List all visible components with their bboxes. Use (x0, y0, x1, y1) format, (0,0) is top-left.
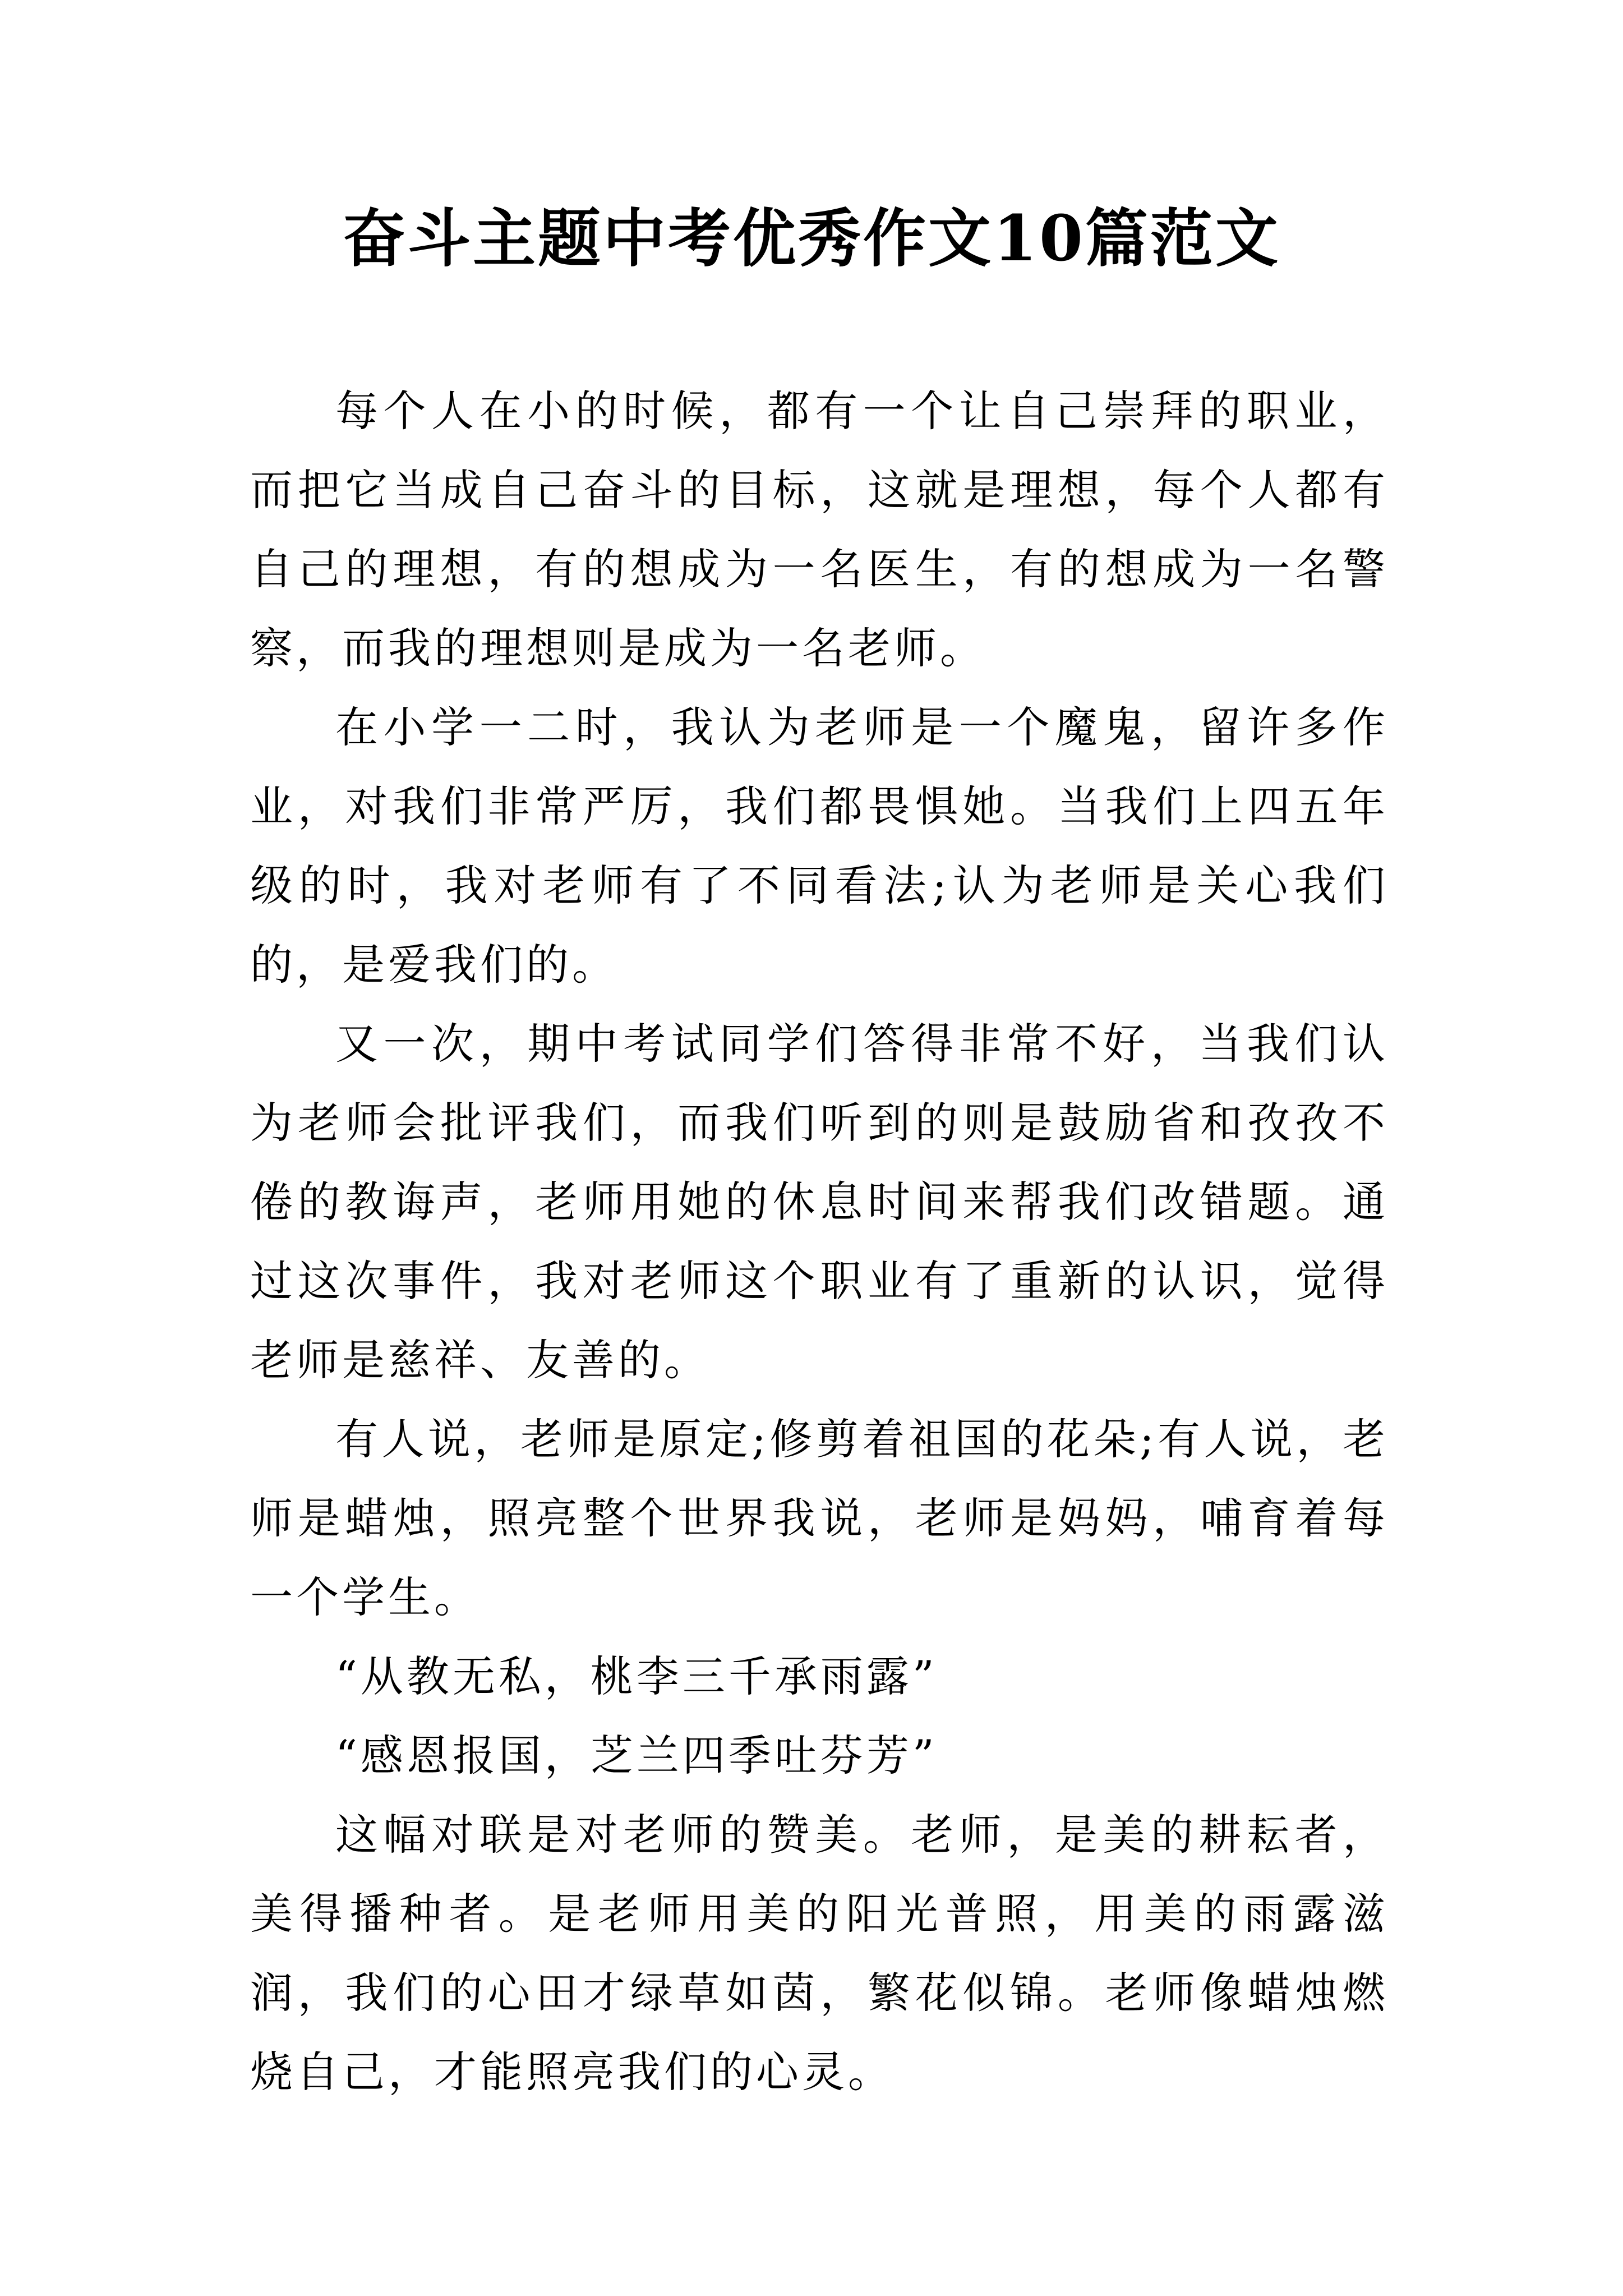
paragraph-5: 这幅对联是对老师的赞美。老师，是美的耕耘者，美得播种者。是老师用美的阳光普照，用美的雨露滋润，我们的心田才绿草如茵，繁花似锦。老师像蜡烛燃烧自己，才能照亮我们的心灵。 (250, 1810, 1389, 2097)
paragraph-1: 每个人在小的时候，都有一个让自己崇拜的职业，而把它当成自己奋斗的目标，这就是理想，每个人都有自己的理想，有的想成为一名医生，有的想成为一名警察，而我的理想则是成为一名老师。 (250, 386, 1389, 673)
paragraph-2: 在小学一二时，我认为老师是一个魔鬼，留许多作业，对我们非常严厉，我们都畏惧她。当我们上四五年级的时，我对老师有了不同看法;认为老师是关心我们的，是爱我们的。 (250, 702, 1389, 990)
couplet-line-1: “从教无私，桃李三千承雨露” (335, 1651, 938, 1701)
document-body (250, 371, 1389, 2111)
paragraph-4: 有人说，老师是原定;修剪着祖国的花朵;有人说，老师是蜡烛，照亮整个世界我说，老师是妈妈，哺育着每一个学生。 (250, 1414, 1389, 1622)
couplet-line-2: “感恩报国，芝兰四季吐芬芳” (335, 1731, 938, 1780)
paragraph-3: 又一次，期中考试同学们答得非常不好，当我们认为老师会批评我们，而我们听到的则是鼓励省和孜孜不倦的教诲声，老师用她的休息时间来帮我们改错题。通过这次事件，我对老师这个职业有了重新的认识，觉得老师是慈祥、友善的。 (250, 1019, 1389, 1385)
document-title: 奋斗主题中考优秀作文10篇范文 (343, 202, 1280, 275)
